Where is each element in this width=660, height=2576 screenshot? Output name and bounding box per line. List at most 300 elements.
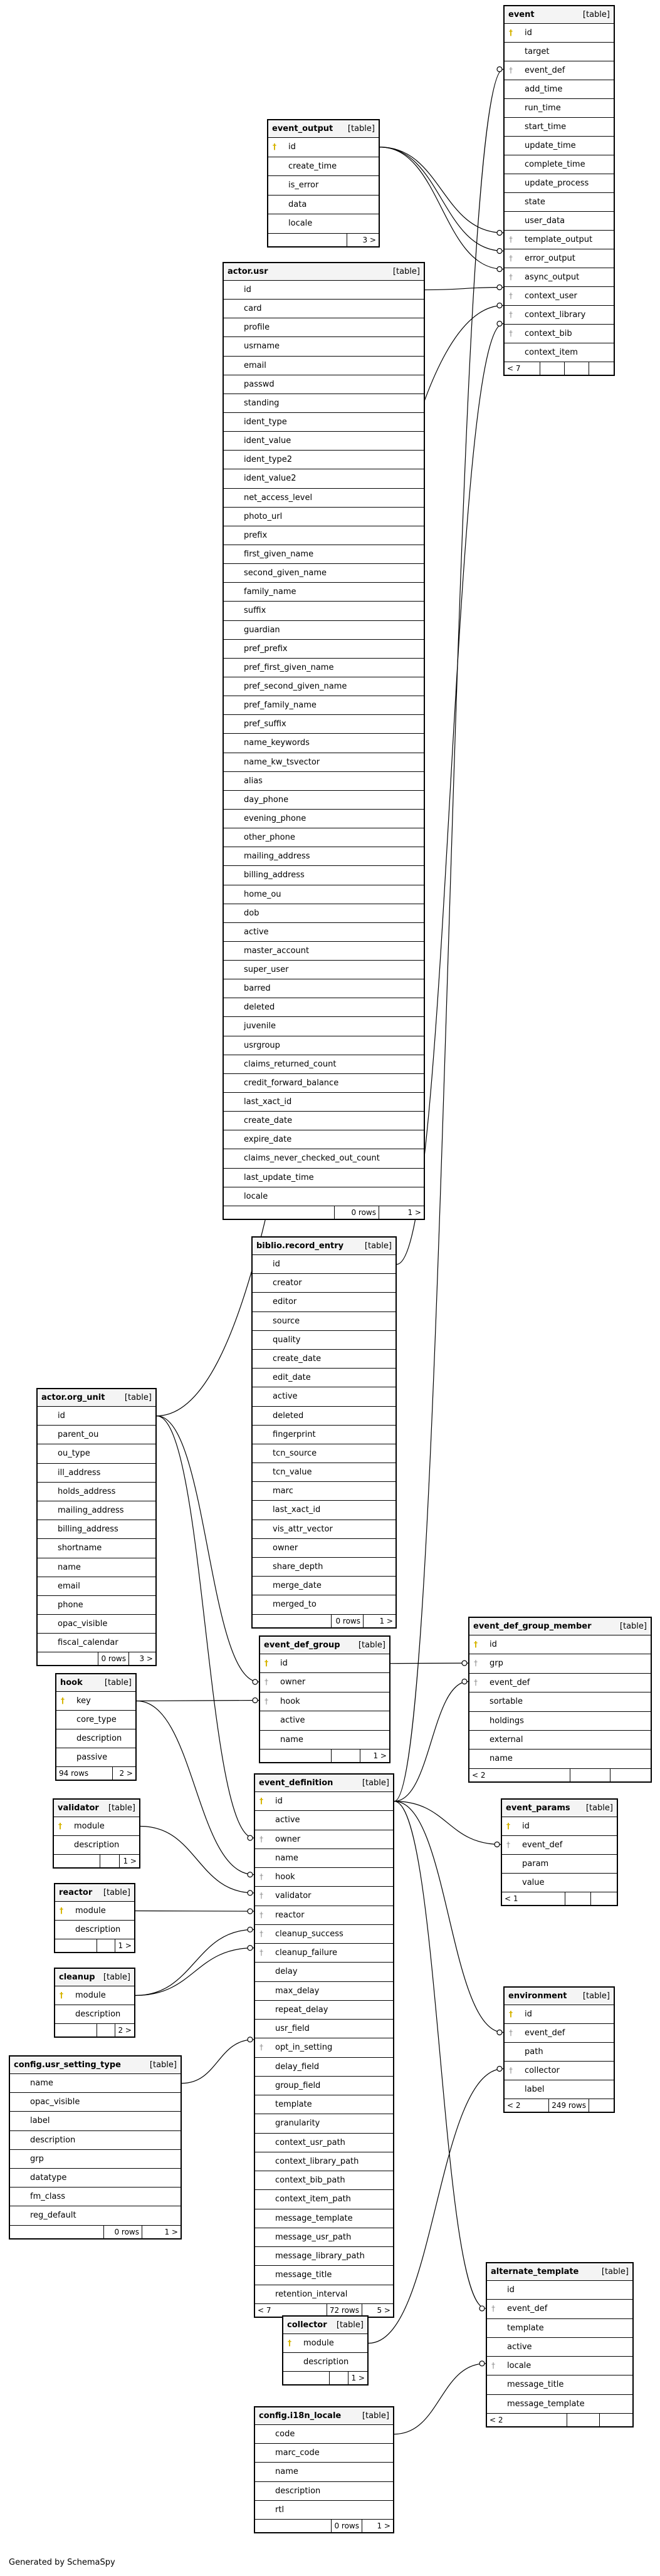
column-row[interactable] [255,1925,393,1944]
column-row[interactable] [260,1673,389,1692]
relationship-line-19 [394,1802,503,2033]
column-row[interactable] [224,1130,424,1149]
column-row[interactable] [253,1350,395,1369]
column-row[interactable] [255,2190,393,2209]
footer-cell: 0 rows [332,2520,362,2532]
column-name: id [525,28,532,38]
column-name: suffix [244,606,266,616]
relationship-endpoint-15 [248,1927,253,1932]
footer-cell [260,1749,332,1762]
column-row[interactable] [56,1711,135,1729]
blank-icon [10,2169,23,2187]
footer-cell[interactable]: 1 > [351,2374,365,2382]
blank-icon [253,1595,265,1614]
column-name: credit_forward_balance [244,1078,339,1088]
column-name: max_delay [275,1986,320,1996]
column-row[interactable] [38,1483,155,1501]
column-row[interactable] [10,2169,181,2188]
column-row[interactable] [505,2005,614,2024]
column-row[interactable] [224,734,424,753]
column-row[interactable] [38,1520,155,1539]
table-event-params[interactable] [501,1798,618,1906]
column-row[interactable] [260,1731,389,1749]
column-row[interactable] [505,99,614,118]
column-row[interactable] [255,1868,393,1887]
table-environment[interactable] [503,1986,615,2113]
table-event-def-group[interactable] [259,1635,390,1763]
footer-cell[interactable]: 1 > [407,1207,421,1217]
column-name: event_def [522,1840,563,1850]
foreign-key-icon: † [259,1872,263,1881]
column-row[interactable] [54,1817,139,1836]
column-row[interactable] [224,828,424,847]
column-row[interactable] [260,1654,389,1673]
table-footer [253,1615,395,1627]
column-row[interactable] [10,2188,181,2206]
column-row[interactable] [224,1169,424,1187]
footer-cell[interactable]: 1 > [164,2227,178,2236]
column-row[interactable] [224,659,424,677]
table-header [283,2317,367,2334]
column-row[interactable] [224,961,424,979]
column-row[interactable] [253,1312,395,1331]
blank-icon [224,526,236,545]
blank-icon [38,1444,50,1463]
table-config-i18n-locale[interactable] [254,2406,394,2533]
blank-icon [253,1426,265,1444]
column-row[interactable] [224,337,424,356]
table-actor-org-unit[interactable] [36,1388,157,1666]
column-row[interactable] [255,2266,393,2285]
column-row[interactable] [10,2112,181,2130]
column-row[interactable] [224,715,424,734]
column-name: name [280,1734,303,1744]
column-row[interactable] [255,2134,393,2152]
column-row[interactable] [469,1749,651,1768]
column-row[interactable] [224,469,424,488]
relationship-endpoint-19 [497,2030,502,2035]
column-row[interactable] [268,214,379,234]
column-row[interactable] [224,753,424,772]
column-row[interactable] [505,2024,614,2043]
column-row[interactable] [224,772,424,791]
column-row[interactable] [10,2150,181,2169]
column-row[interactable] [54,1836,139,1855]
column-row[interactable] [253,1274,395,1293]
footer-cell[interactable]: 5 > [377,2305,390,2315]
table-collector[interactable] [282,2315,369,2386]
column-row[interactable] [255,1811,393,1830]
column-row[interactable] [253,1501,395,1520]
column-name: parent_ou [58,1430,99,1440]
table-event-output[interactable] [267,119,380,248]
column-row[interactable] [224,923,424,942]
column-row[interactable] [255,2152,393,2171]
column-row[interactable] [505,249,614,268]
column-row[interactable] [469,1654,651,1673]
column-row[interactable] [505,61,614,80]
column-row[interactable] [224,432,424,451]
column-row[interactable] [505,155,614,174]
column-row[interactable] [268,196,379,215]
primary-key-icon: † [259,1796,263,1805]
column-row[interactable] [224,1093,424,1112]
column-row[interactable] [224,791,424,810]
column-row[interactable] [255,2114,393,2133]
column-name: run_time [525,103,561,113]
column-row[interactable] [38,1539,155,1558]
foreign-key-icon: † [509,2066,513,2075]
column-row[interactable] [253,1520,395,1539]
foreign-key-icon: † [491,2304,495,2313]
blank-icon [505,343,517,362]
column-row[interactable] [505,212,614,231]
column-row[interactable] [38,1615,155,1634]
column-row[interactable] [253,1595,395,1614]
column-row[interactable] [283,2334,367,2353]
column-row[interactable] [255,1906,393,1925]
column-row[interactable] [255,2501,393,2520]
column-row[interactable] [224,564,424,583]
column-row[interactable] [56,1692,135,1711]
column-row[interactable] [255,2171,393,2190]
column-row[interactable] [224,1036,424,1055]
column-row[interactable] [224,489,424,508]
column-name: deleted [244,1003,275,1013]
column-row[interactable] [38,1501,155,1520]
column-row[interactable] [224,1149,424,1168]
table-kind: [table] [362,1778,389,1788]
column-row[interactable] [469,1731,651,1749]
column-row[interactable] [38,1634,155,1652]
column-row[interactable] [224,318,424,337]
relationship-line-15 [135,1929,254,1995]
column-row[interactable] [255,2020,393,2038]
column-row[interactable] [38,1426,155,1444]
column-row[interactable] [505,325,614,343]
column-name: share_depth [273,1562,323,1572]
table-event[interactable] [503,5,615,376]
table-cleanup[interactable] [54,1968,135,2038]
blank-icon [253,1293,265,1311]
column-row[interactable] [255,1830,393,1849]
blank-icon [224,715,236,733]
table-alternate-template[interactable] [486,2262,634,2427]
column-row[interactable] [253,1539,395,1558]
column-row[interactable] [253,1407,395,1426]
column-row[interactable] [505,193,614,212]
table-header [255,1775,393,1792]
table-hook[interactable] [55,1673,137,1781]
table-biblio-record-entry[interactable] [251,1236,397,1629]
column-row[interactable] [502,1855,617,1874]
column-row[interactable] [487,2319,632,2338]
column-row[interactable] [56,1729,135,1748]
column-row[interactable] [255,2209,393,2228]
column-row[interactable] [224,621,424,640]
relationship-endpoint-9 [462,1661,467,1666]
column-row[interactable] [224,847,424,866]
column-row[interactable] [487,2357,632,2375]
column-row[interactable] [283,2353,367,2372]
column-row[interactable] [224,545,424,564]
column-name: locale [244,1191,268,1201]
column-row[interactable] [505,268,614,287]
footer-cell[interactable]: 3 > [362,235,376,244]
column-row[interactable] [505,343,614,362]
column-row[interactable] [255,2095,393,2114]
relationship-endpoint-13 [248,1890,253,1895]
footer-cell [97,2024,115,2036]
relationship-line-22 [394,2364,486,2434]
column-row[interactable] [253,1482,395,1501]
foreign-key-icon: † [509,273,513,281]
column-row[interactable] [255,2038,393,2057]
column-row[interactable] [38,1577,155,1596]
column-row[interactable] [505,2080,614,2099]
column-row[interactable] [253,1293,395,1311]
column-row[interactable] [224,998,424,1017]
column-row[interactable] [224,1112,424,1130]
column-name: repeat_delay [275,2005,328,2015]
column-row[interactable] [224,583,424,602]
column-row[interactable] [255,1792,393,1811]
column-row[interactable] [224,357,424,375]
column-row[interactable] [224,1017,424,1036]
table-header [38,1389,155,1407]
column-row[interactable] [255,2463,393,2481]
column-row[interactable] [268,157,379,177]
column-name: hook [275,1872,295,1882]
table-name: actor.usr [228,267,268,276]
table-validator[interactable] [53,1798,140,1869]
column-row[interactable] [224,677,424,696]
column-row[interactable] [505,174,614,193]
column-row[interactable] [224,508,424,526]
table-header [253,1238,395,1255]
column-row[interactable] [55,2005,134,2024]
relationship-line-11 [157,1416,254,1838]
column-row[interactable] [255,1982,393,2001]
column-row[interactable] [253,1369,395,1387]
column-name: tcn_value [273,1468,312,1478]
column-row[interactable] [260,1692,389,1711]
column-row[interactable] [224,451,424,469]
column-row[interactable] [253,1577,395,1595]
table-kind: [table] [124,1393,152,1402]
table-reactor[interactable] [54,1883,135,1953]
footer-cell[interactable]: < 2 [505,2099,549,2112]
column-row[interactable] [502,1874,617,1892]
footer-cell[interactable]: < 7 [505,362,540,375]
column-name: day_phone [244,795,289,805]
table-name: reactor [59,1888,93,1897]
column-row[interactable] [505,231,614,249]
column-row[interactable] [224,866,424,885]
column-row[interactable] [505,43,614,61]
column-row[interactable] [268,176,379,196]
table-footer [54,1855,139,1867]
column-row[interactable] [502,1836,617,1855]
footer-cell[interactable]: 3 > [139,1654,153,1664]
blank-icon [253,1444,265,1463]
column-row[interactable] [487,2281,632,2300]
column-row[interactable] [55,1986,134,2005]
column-row[interactable] [224,526,424,545]
column-name: alias [244,776,263,786]
column-row[interactable] [255,2444,393,2463]
column-row[interactable] [224,394,424,413]
column-row[interactable] [10,2093,181,2112]
column-row[interactable] [253,1255,395,1274]
column-row[interactable] [224,885,424,904]
column-row[interactable] [255,2058,393,2077]
column-name: family_name [244,587,296,597]
footer-cell[interactable]: 1 > [123,1857,137,1865]
column-row[interactable] [505,24,614,43]
column-row[interactable] [38,1407,155,1426]
column-row[interactable] [38,1444,155,1463]
column-name: target [525,47,550,56]
column-row[interactable] [255,2247,393,2266]
column-row[interactable] [10,2131,181,2150]
column-name: passive [76,1753,108,1762]
column-row[interactable] [224,942,424,961]
column-row[interactable] [253,1387,395,1406]
blank-icon [38,1634,50,1652]
column-name: message_template [275,2213,353,2223]
column-row[interactable] [505,137,614,155]
column-row[interactable] [487,2338,632,2357]
footer-cell[interactable]: < 2 [469,1769,570,1781]
column-row[interactable] [253,1426,395,1444]
column-row[interactable] [224,696,424,715]
footer-cell[interactable]: 1 > [377,2521,390,2530]
column-row[interactable] [224,602,424,620]
footer-cell[interactable]: < 7 [255,2304,327,2317]
blank-icon [224,942,236,960]
column-row[interactable] [38,1596,155,1615]
footer-cell[interactable]: < 2 [487,2414,567,2426]
column-row[interactable] [255,2425,393,2444]
footer-cell[interactable]: 1 > [379,1616,393,1625]
column-row[interactable] [224,281,424,300]
column-row[interactable] [55,1921,134,1939]
column-row[interactable] [487,2300,632,2318]
table-config-usr-setting-type[interactable] [9,2055,182,2240]
column-row[interactable] [253,1444,395,1463]
table-header [54,1800,139,1817]
column-row[interactable] [505,306,614,325]
column-row[interactable] [224,904,424,923]
column-row[interactable] [255,2285,393,2304]
column-row[interactable] [253,1331,395,1350]
column-row[interactable] [10,2206,181,2225]
column-row[interactable] [224,810,424,828]
column-row[interactable] [505,80,614,99]
column-row[interactable] [505,2043,614,2062]
footer-cell[interactable]: < 1 [502,1892,565,1905]
footer-cell[interactable]: 1 > [373,1751,387,1760]
column-row[interactable] [255,1849,393,1868]
column-row[interactable] [224,375,424,394]
column-row[interactable] [224,1187,424,1206]
column-row[interactable] [255,2001,393,2020]
column-row[interactable] [505,2062,614,2080]
table-actor-usr[interactable] [223,262,425,1220]
column-row[interactable] [224,1074,424,1093]
column-row[interactable] [260,1711,389,1730]
column-row[interactable] [38,1464,155,1483]
column-row[interactable] [255,1963,393,1981]
column-row[interactable] [224,1055,424,1074]
column-row[interactable] [224,979,424,998]
column-row[interactable] [38,1558,155,1577]
column-row[interactable] [469,1674,651,1692]
column-row[interactable] [56,1748,135,1767]
column-row[interactable] [10,2074,181,2093]
column-name: key [76,1696,91,1706]
column-row[interactable] [487,2395,632,2414]
column-name: cleanup_failure [275,1948,338,1958]
column-row[interactable] [469,1692,651,1711]
blank-icon [224,564,236,582]
column-row[interactable] [255,2077,393,2095]
column-row[interactable] [253,1558,395,1577]
footer-cell[interactable]: 2 > [119,1769,133,1778]
column-row[interactable] [268,138,379,157]
column-name: ident_value2 [244,474,296,484]
blank-icon [224,885,236,904]
column-row[interactable] [502,1817,617,1836]
column-row[interactable] [469,1712,651,1731]
blank-icon [56,1729,69,1748]
column-name: fm_class [30,2192,66,2202]
column-name: first_given_name [244,549,314,559]
column-row[interactable] [224,300,424,318]
table-event-def-group-member[interactable] [468,1617,652,1783]
column-row[interactable] [505,287,614,306]
column-row[interactable] [255,2228,393,2247]
column-row[interactable] [469,1635,651,1654]
column-name: retention_interval [275,2289,348,2299]
blank-icon [255,2285,268,2303]
blank-icon [255,2077,268,2095]
column-row[interactable] [487,2375,632,2394]
column-row[interactable] [253,1463,395,1482]
primary-key-icon: † [288,2339,291,2347]
column-name: barred [244,984,271,994]
table-name: validator [58,1803,99,1813]
footer-cell[interactable]: 1 > [118,1941,132,1950]
table-event-definition[interactable] [254,1773,394,2318]
column-row[interactable] [55,1902,134,1921]
column-row[interactable] [255,1887,393,1906]
column-row[interactable] [505,118,614,137]
blank-icon [224,1093,236,1111]
table-footer [505,362,614,375]
foreign-key-icon: † [259,1891,263,1901]
column-row[interactable] [224,640,424,659]
column-name: net_access_level [244,493,313,503]
column-row[interactable] [255,2482,393,2501]
column-name: path [525,2047,543,2057]
blank-icon [224,1169,236,1187]
column-row[interactable] [224,413,424,432]
foreign-key-icon: † [509,310,513,319]
column-row[interactable] [255,1944,393,1963]
footer-cell[interactable]: 2 > [118,2026,132,2035]
